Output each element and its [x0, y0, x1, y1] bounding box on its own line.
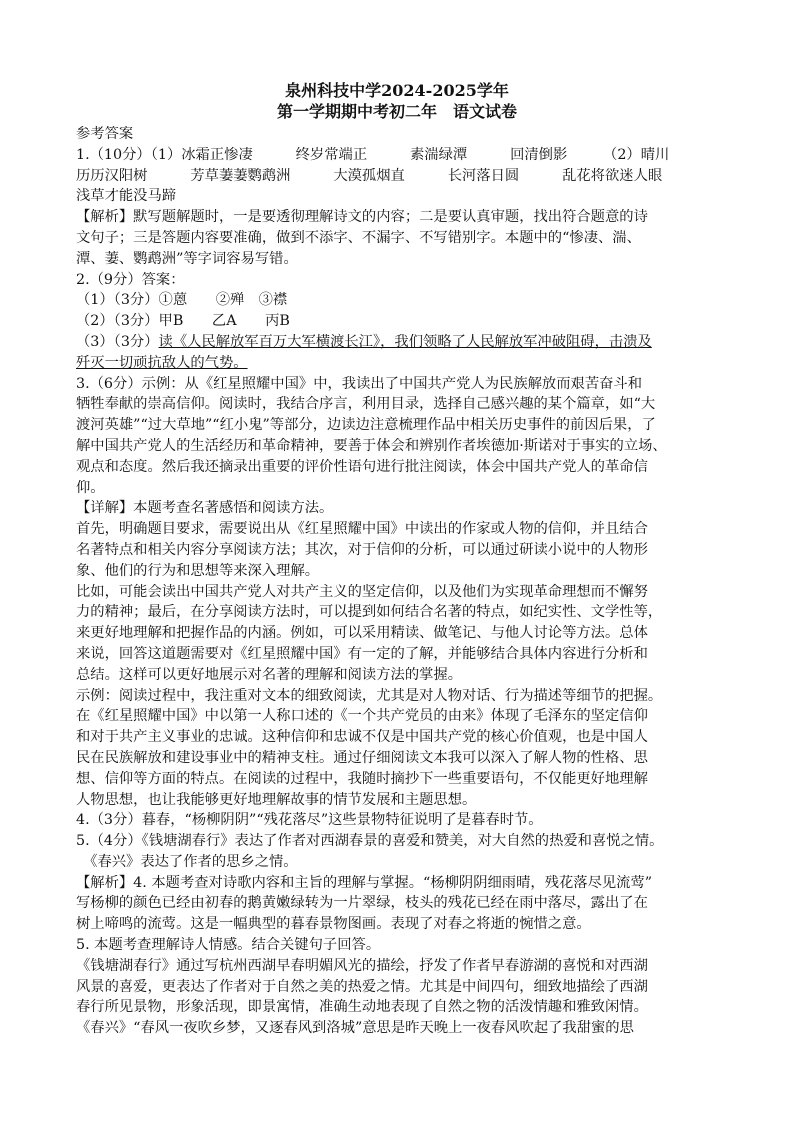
text-line-content: 春行所见景物，形象活现，即景寓情，准确生动地表现了自然之物的活泼情趣和雅致闲情。 — [76, 999, 648, 1016]
text-line-content: 浅草才能没马蹄 — [76, 188, 177, 205]
text-line — [76, 457, 718, 478]
text-line — [76, 186, 718, 207]
text-line-content: 总结。这样可以更好地展示对名著的理解和阅读方法的掌握。 — [76, 666, 463, 683]
text-line — [76, 873, 718, 894]
text-line-content: 观点和态度。然后我还摘录出重要的评价性语句进行批注阅读，体会中国共产党人的革命信 — [76, 458, 648, 475]
text-line — [76, 290, 718, 311]
text-line — [76, 478, 718, 499]
text-line — [76, 519, 718, 540]
text-line — [76, 665, 718, 686]
text-line-content: 来更好地理解和把握作品的内涵。例如，可以采用精读、做笔记、与他人讨论等方法。总体 — [76, 625, 648, 642]
text-line-content: 写杨柳的颜色已经由初春的鹅黄嫩绿转为一片翠绿，枝头的残花已经在雨中落尽，露出了在 — [76, 895, 648, 912]
text-line — [76, 498, 718, 519]
text-line-content: 名著特点和相关内容分享阅读方法；其次，对于信仰的分析，可以通过研读小说中的人物形 — [76, 541, 648, 558]
text-line-content: 想、信仰等方面的特点。在阅读的过程中，我随时摘抄下一些重要语句，不仅能更好地理解 — [76, 770, 648, 787]
text-line — [76, 935, 718, 956]
text-line-content: 【解析】默写题解题时，一是要透彻理解诗文的内容；二是要认真审题，找出符合题意的诗 — [76, 209, 648, 226]
text-line-content: （3）（3分） — [76, 333, 159, 350]
text-line — [76, 166, 718, 187]
text-line-content: 来说，回答这道题需要对《红星照耀中国》有一定的了解，并能够结合具体内容进行分析和 — [76, 645, 648, 662]
text-line-content: 风景的喜爱，更表达了作者对于自然之美的热爱之情。尤其是中间四句，细致地描绘了西湖 — [76, 978, 648, 995]
text-line — [76, 207, 718, 228]
text-line — [76, 686, 718, 707]
text-line — [76, 145, 718, 166]
text-line — [76, 602, 718, 623]
text-line — [76, 748, 718, 769]
text-line-content: 潭、萋、鹦鹉洲”等字词容易写错。 — [76, 250, 298, 267]
text-line — [76, 831, 718, 852]
text-line — [76, 914, 718, 935]
text-line-content: 象、他们的行为和思想等来深入理解。 — [76, 562, 320, 579]
exam-title-line1: 泉州科技中学2024-2025学年 — [285, 81, 509, 100]
underlined-answer: 歼灭一切顽抗敌人的气势。 — [76, 354, 248, 371]
text-line — [76, 228, 718, 249]
text-line — [76, 790, 718, 811]
text-line — [76, 249, 718, 270]
text-line — [76, 977, 718, 998]
text-line — [76, 332, 718, 353]
text-line — [76, 706, 718, 727]
text-line-content: 3.（6分）示例：从《红星照耀中国》中，我读出了中国共产党人为民族解放而艰苦奋斗和 — [76, 375, 643, 392]
text-line-content: 比如，可能会读出中国共产党人对共产主义的坚定信仰，以及他们为实现革命理想而不懈努 — [76, 583, 648, 600]
exam-title-line2: 第一学期期中考初二年 语文试卷 — [276, 102, 517, 121]
text-line-content: 5.（4分）《钱塘湖春行》表达了作者对西湖春景的喜爱和赞美，对大自然的热爱和喜悦之情。 — [76, 833, 664, 850]
text-line — [76, 353, 718, 374]
text-line-content: 4.（3分）暮春，“杨柳阴阴”“残花落尽”这些景物特征说明了是暮春时节。 — [76, 812, 543, 829]
text-line-content: 力的精神；最后，在分享阅读方法时，可以提到如何结合名著的特点，如纪实性、文学性等， — [76, 604, 663, 621]
text-line-content: （2）（3分）甲B 乙A 丙B — [76, 313, 290, 330]
text-line-content: 人物思想，也让我能够更好地理解故事的情节发展和主题思想。 — [76, 791, 477, 808]
text-line — [76, 436, 718, 457]
text-line-content: 《钱塘湖春行》通过写杭州西湖早春明媚风光的描绘，抒发了作者早春游湖的喜悦和对西湖 — [76, 957, 648, 974]
text-line — [76, 311, 718, 332]
text-line — [76, 810, 718, 831]
text-line — [76, 956, 718, 977]
text-line-content: 【详解】本题考查名著感悟和阅读方法。 — [76, 500, 334, 517]
text-line — [76, 540, 718, 561]
text-line-content: 文句子；三是答题内容要准确，做到不添字、不漏字、不写错别字。本题中的“惨凄、湍、 — [76, 229, 641, 246]
text-line-content: 和对于共产主义事业的忠诚。这种信仰和忠诚不仅是中国共产党的核心价值观，也是中国人 — [76, 729, 648, 746]
text-line — [76, 394, 718, 415]
text-line-content: 参考答案 — [76, 126, 134, 142]
text-line — [76, 727, 718, 748]
text-line-content: 《春兴》表达了作者的思乡之情。 — [76, 853, 298, 870]
text-line-content: 在《红星照耀中国》中以第一人称口述的《一个共产党员的由来》体现了毛泽东的坚定信仰 — [76, 708, 648, 725]
text-line-content: （1）（3分）①蒽 ②殚 ③襟 — [76, 292, 288, 309]
text-line — [76, 997, 718, 1018]
answer-text-body — [76, 124, 718, 1039]
text-line-content: 解中国共产党人的生活经历和革命精神，要善于体会和辨别作者埃德加·斯诺对于事实的立场、 — [76, 437, 667, 454]
text-line-content: 示例：阅读过程中，我注重对文本的细致阅读，尤其是对人物对话、行为描述等细节的把握。 — [76, 687, 663, 704]
text-line-content: 首先，明确题目要求，需要说出从《红星照耀中国》中读出的作家或人物的信仰，并且结合 — [76, 521, 648, 538]
text-line — [76, 644, 718, 665]
text-line-content: 渡河英雄”“过大草地”“红小鬼”等部分，边读边注意梳理作品中相关历史事件的前因后果，了 — [76, 417, 656, 434]
text-line-content: 树上啼鸣的流莺。这是一幅典型的暮春景物图画。表现了对春之将逝的惋惜之意。 — [76, 916, 591, 933]
text-line-content: 1.（10分）（1）冰霜正惨凄 终岁常端正 素湍绿潭 回清倒影 （2）晴川 — [76, 146, 670, 163]
text-line — [76, 561, 718, 582]
text-line — [76, 374, 718, 395]
text-line-content: 历历汉阳树 芳草萋萋鹦鹉洲 大漠孤烟直 长河落日圆 乱花将欲迷人眼 — [76, 167, 663, 184]
underlined-answer: 读《人民解放军百万大军横渡长江》，我们领略了人民解放军冲破阻碍，击溃及 — [158, 333, 652, 350]
text-line — [76, 415, 718, 436]
text-line-content: 仰。 — [76, 479, 105, 496]
text-line-content: 5. 本题考查理解诗人情感。结合关键句子回答。 — [76, 937, 381, 954]
text-line-content: 《春兴》“春风一夜吹乡梦，又逐春风到洛城”意思是昨天晚上一夜春风吹起了我甜蜜的思 — [76, 1020, 634, 1037]
text-line — [76, 1018, 718, 1039]
text-line — [76, 582, 718, 603]
text-line — [76, 893, 718, 914]
text-line-content: 【解析】4. 本题考查对诗歌内容和主旨的理解与掌握。“杨柳阴阴细雨晴，残花落尽见流莺” — [76, 874, 653, 891]
text-line-content: 牺牲奉献的崇高信仰。阅读时，我结合序言，利用目录，选择自己感兴趣的某个篇章，如“大 — [76, 396, 656, 413]
text-line — [76, 270, 718, 291]
text-line — [76, 623, 718, 644]
text-line-content: 民在民族解放和建设事业中的精神支柱。通过仔细阅读文本我可以深入了解人物的性格、思 — [76, 749, 648, 766]
text-line — [76, 124, 718, 145]
text-line — [76, 852, 718, 873]
text-line — [76, 769, 718, 790]
answer-document — [76, 80, 718, 1039]
text-line-content: 2.（9分）答案： — [76, 271, 185, 288]
